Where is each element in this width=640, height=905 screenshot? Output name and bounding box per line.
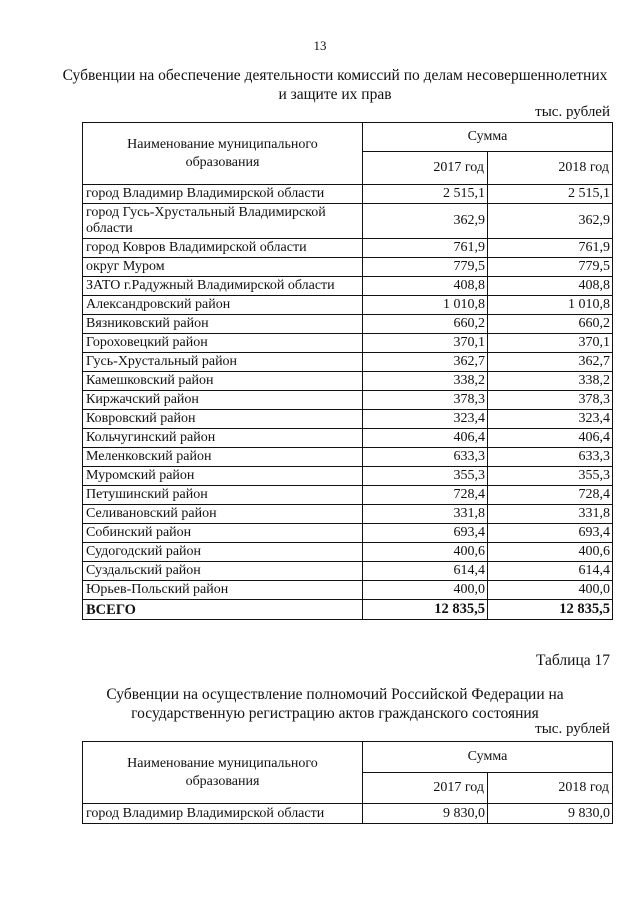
cell-2017: 728,4 <box>363 486 488 505</box>
cell-2018: 408,8 <box>488 277 613 296</box>
cell-2017: 406,4 <box>363 429 488 448</box>
cell-name: Петушинский район <box>83 486 363 505</box>
table17-header-name-line2: образования <box>185 773 260 789</box>
table-row <box>83 185 613 204</box>
total-2017: 12 835,5 <box>363 600 488 620</box>
cell-2017: 779,5 <box>363 258 488 277</box>
table16-title-line2: и защите их прав <box>278 86 392 103</box>
cell-2018: 331,8 <box>488 505 613 524</box>
table-row <box>83 581 613 600</box>
table-row <box>83 505 613 524</box>
table-row <box>83 353 613 372</box>
cell-name: Суздальский район <box>83 562 363 581</box>
cell-2017: 370,1 <box>363 334 488 353</box>
cell-2017: 355,3 <box>363 467 488 486</box>
cell-name: округ Муром <box>83 258 363 277</box>
cell-2018: 400,0 <box>488 581 613 600</box>
cell-2018: 355,3 <box>488 467 613 486</box>
page-number: 13 <box>313 38 327 53</box>
cell-2017: 400,6 <box>363 543 488 562</box>
table-row <box>83 410 613 429</box>
table-row <box>83 429 613 448</box>
cell-2017: 9 830,0 <box>363 804 488 824</box>
cell-2017: 693,4 <box>363 524 488 543</box>
cell-2017: 633,3 <box>363 448 488 467</box>
cell-2018: 400,6 <box>488 543 613 562</box>
table-row <box>83 315 613 334</box>
table-row <box>83 277 613 296</box>
cell-name: Гусь-Хрустальный район <box>83 353 363 372</box>
table-row <box>83 372 613 391</box>
cell-name: Камешковский район <box>83 372 363 391</box>
cell-name: Меленковский район <box>83 448 363 467</box>
cell-name: Вязниковский район <box>83 315 363 334</box>
cell-2018: 323,4 <box>488 410 613 429</box>
cell-name: Муромский район <box>83 467 363 486</box>
table17-units: тыс. рублей <box>535 721 610 737</box>
cell-2017: 1 010,8 <box>363 296 488 315</box>
cell-name: Селивановский район <box>83 505 363 524</box>
table16-units: тыс. рублей <box>535 104 610 120</box>
table-row <box>83 391 613 410</box>
cell-name: Гороховецкий район <box>83 334 363 353</box>
cell-2018: 338,2 <box>488 372 613 391</box>
table16 <box>82 122 613 620</box>
table16-header-2017: 2017 год <box>363 152 488 185</box>
cell-2018: 9 830,0 <box>488 804 613 824</box>
table17-title-line1: Субвенции на осуществление полномочий Российской Федерации на <box>106 686 564 703</box>
cell-name: город Ковров Владимирской области <box>83 239 363 258</box>
table-row <box>83 448 613 467</box>
table-row <box>83 486 613 505</box>
cell-name: Киржачский район <box>83 391 363 410</box>
cell-2018: 362,7 <box>488 353 613 372</box>
table16-header-name-line1: Наименование муниципального <box>127 136 318 152</box>
table17 <box>82 741 613 824</box>
cell-name: город Гусь-Хрустальный Владимирской области <box>83 204 363 239</box>
cell-2017: 400,0 <box>363 581 488 600</box>
table-row <box>83 296 613 315</box>
cell-2018: 1 010,8 <box>488 296 613 315</box>
total-label: ВСЕГО <box>83 600 363 620</box>
cell-2017: 761,9 <box>363 239 488 258</box>
cell-2018: 378,3 <box>488 391 613 410</box>
table-row <box>83 204 613 239</box>
table-row <box>83 562 613 581</box>
table17-header-name-line1: Наименование муниципального <box>127 755 318 771</box>
cell-2017: 378,3 <box>363 391 488 410</box>
cell-2017: 323,4 <box>363 410 488 429</box>
cell-2018: 370,1 <box>488 334 613 353</box>
cell-name: Судогодский район <box>83 543 363 562</box>
table17-label: Таблица 17 <box>535 652 610 669</box>
table17-header-sum: Сумма <box>363 742 613 773</box>
cell-2018: 761,9 <box>488 239 613 258</box>
table-row <box>83 543 613 562</box>
total-row <box>83 600 613 620</box>
cell-2018: 362,9 <box>488 204 613 239</box>
cell-2018: 614,4 <box>488 562 613 581</box>
cell-2018: 693,4 <box>488 524 613 543</box>
cell-2018: 728,4 <box>488 486 613 505</box>
cell-2017: 614,4 <box>363 562 488 581</box>
table16-title <box>40 66 630 104</box>
cell-name: Юрьев-Польский район <box>83 581 363 600</box>
cell-2017: 331,8 <box>363 505 488 524</box>
cell-2018: 2 515,1 <box>488 185 613 204</box>
table-row <box>83 239 613 258</box>
cell-2017: 660,2 <box>363 315 488 334</box>
table16-header-name-line2: образования <box>185 154 260 170</box>
cell-2017: 338,2 <box>363 372 488 391</box>
cell-name: Собинский район <box>83 524 363 543</box>
table-row <box>83 804 613 824</box>
table17-header-2018: 2018 год <box>488 773 613 804</box>
cell-2018: 779,5 <box>488 258 613 277</box>
table16-body <box>83 185 613 620</box>
cell-2017: 408,8 <box>363 277 488 296</box>
cell-name: Ковровский район <box>83 410 363 429</box>
cell-2018: 660,2 <box>488 315 613 334</box>
cell-name: Кольчугинский район <box>83 429 363 448</box>
table17-body <box>83 804 613 824</box>
table-row <box>83 258 613 277</box>
table16-header-name <box>83 123 363 185</box>
cell-name: город Владимир Владимирской области <box>83 185 363 204</box>
cell-name: город Владимир Владимирской области <box>83 804 363 824</box>
cell-2017: 362,7 <box>363 353 488 372</box>
table16-title-line1: Субвенции на обеспечение деятельности комиссий по делам несовершеннолетних <box>62 67 608 84</box>
cell-2017: 2 515,1 <box>363 185 488 204</box>
table17-header-2017: 2017 год <box>363 773 488 804</box>
cell-name: ЗАТО г.Радужный Владимирской области <box>83 277 363 296</box>
table16-header-2018: 2018 год <box>488 152 613 185</box>
table17-title <box>40 685 630 723</box>
table17-header-name <box>83 742 363 804</box>
cell-2018: 633,3 <box>488 448 613 467</box>
table-row <box>83 334 613 353</box>
cell-2017: 362,9 <box>363 204 488 239</box>
table-row <box>83 524 613 543</box>
table17-title-line2: государственную регистрацию актов гражданского состояния <box>131 705 539 722</box>
total-2018: 12 835,5 <box>488 600 613 620</box>
cell-name: Александровский район <box>83 296 363 315</box>
cell-2018: 406,4 <box>488 429 613 448</box>
table-row <box>83 467 613 486</box>
table16-header-sum: Сумма <box>363 123 613 152</box>
